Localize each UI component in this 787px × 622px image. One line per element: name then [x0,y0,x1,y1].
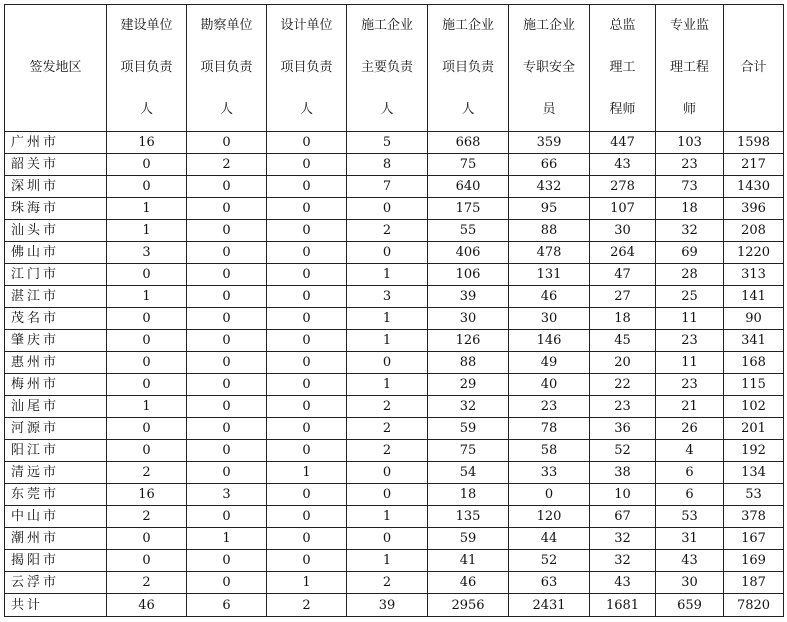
value-cell: 0 [187,176,267,198]
value-cell: 32 [590,550,656,572]
table-row [5,528,784,550]
table-row [5,198,784,220]
value-cell: 30 [428,308,509,330]
value-cell: 59 [428,418,509,440]
table-body [5,132,784,617]
value-cell: 0 [509,484,590,506]
value-cell: 21 [656,396,724,418]
column-header-line: 项目负责 [200,60,253,75]
column-header [187,5,267,132]
value-cell: 0 [267,484,347,506]
value-cell: 23 [656,154,724,176]
value-cell: 0 [107,550,187,572]
value-cell: 175 [428,198,509,220]
value-cell: 7 [347,176,428,198]
value-cell: 10 [590,484,656,506]
total-value-cell: 46 [107,594,187,617]
value-cell: 0 [267,352,347,374]
table-row [5,484,784,506]
value-cell: 45 [590,330,656,352]
column-header-line: 理工 [609,60,636,75]
column-header [107,5,187,132]
value-cell: 447 [590,132,656,154]
value-cell: 0 [187,418,267,440]
value-cell: 0 [187,374,267,396]
value-cell: 201 [724,418,784,440]
value-cell: 41 [428,550,509,572]
value-cell: 0 [267,242,347,264]
value-cell: 59 [428,528,509,550]
value-cell: 1 [267,462,347,484]
value-cell: 23 [590,396,656,418]
region-cell: 云浮市 [5,572,107,594]
total-label: 共计 [5,594,107,617]
value-cell: 668 [428,132,509,154]
value-cell: 43 [590,154,656,176]
value-cell: 46 [509,286,590,308]
region-cell: 湛江市 [5,286,107,308]
value-cell: 6 [656,462,724,484]
value-cell: 63 [509,572,590,594]
value-cell: 0 [267,286,347,308]
value-cell: 0 [267,264,347,286]
value-cell: 0 [107,330,187,352]
value-cell: 0 [187,352,267,374]
value-cell: 0 [267,132,347,154]
column-header-line: 专职安全 [522,60,575,75]
value-cell: 1 [347,330,428,352]
value-cell: 2 [347,418,428,440]
value-cell: 78 [509,418,590,440]
value-cell: 0 [267,176,347,198]
value-cell: 23 [509,396,590,418]
value-cell: 4 [656,440,724,462]
table-row [5,330,784,352]
column-header-line: 勘察单位 [200,18,253,33]
region-cell: 茂名市 [5,308,107,330]
value-cell: 32 [428,396,509,418]
region-cell: 河源市 [5,418,107,440]
column-header-line: 项目负责 [280,60,333,75]
value-cell: 0 [187,462,267,484]
value-cell: 31 [656,528,724,550]
value-cell: 47 [590,264,656,286]
value-cell: 107 [590,198,656,220]
region-cell: 东莞市 [5,484,107,506]
value-cell: 1 [347,264,428,286]
table-row [5,154,784,176]
value-cell: 0 [187,550,267,572]
table-row [5,396,784,418]
value-cell: 43 [590,572,656,594]
value-cell: 49 [509,352,590,374]
column-header-text [187,5,266,131]
value-cell: 73 [656,176,724,198]
value-cell: 0 [187,440,267,462]
column-header [5,5,107,132]
value-cell: 134 [724,462,784,484]
value-cell: 106 [428,264,509,286]
column-header-line: 签发地区 [29,60,82,75]
column-header-line: 建设单位 [120,18,173,33]
value-cell: 20 [590,352,656,374]
value-cell: 2 [107,506,187,528]
value-cell: 23 [656,330,724,352]
value-cell: 32 [590,528,656,550]
total-value-cell: 2956 [428,594,509,617]
column-header [590,5,656,132]
value-cell: 1 [347,550,428,572]
value-cell: 478 [509,242,590,264]
column-header-line: 员 [542,102,556,117]
value-cell: 0 [187,286,267,308]
value-cell: 88 [428,352,509,374]
value-cell: 0 [267,396,347,418]
value-cell: 0 [107,374,187,396]
value-cell: 2 [347,440,428,462]
column-header-text [107,5,186,131]
value-cell: 6 [656,484,724,506]
region-cell: 肇庆市 [5,330,107,352]
column-header-text [5,5,106,131]
value-cell: 0 [187,396,267,418]
value-cell: 192 [724,440,784,462]
column-header [656,5,724,132]
value-cell: 2 [347,396,428,418]
value-cell: 66 [509,154,590,176]
value-cell: 1 [107,286,187,308]
value-cell: 18 [428,484,509,506]
value-cell: 2 [347,220,428,242]
total-value-cell: 2 [267,594,347,617]
value-cell: 38 [590,462,656,484]
column-header-line: 设计单位 [280,18,333,33]
value-cell: 53 [656,506,724,528]
value-cell: 167 [724,528,784,550]
total-value-cell: 6 [187,594,267,617]
table-row [5,572,784,594]
value-cell: 217 [724,154,784,176]
value-cell: 90 [724,308,784,330]
table-row [5,286,784,308]
value-cell: 1 [267,572,347,594]
table-container [4,4,784,617]
region-cell: 深圳市 [5,176,107,198]
value-cell: 16 [107,132,187,154]
value-cell: 1598 [724,132,784,154]
value-cell: 69 [656,242,724,264]
value-cell: 11 [656,308,724,330]
value-cell: 67 [590,506,656,528]
value-cell: 25 [656,286,724,308]
value-cell: 16 [107,484,187,506]
table-row [5,264,784,286]
value-cell: 46 [428,572,509,594]
value-cell: 1 [347,308,428,330]
total-value-cell: 1681 [590,594,656,617]
value-cell: 0 [347,462,428,484]
column-header-line: 施工企业 [441,18,494,33]
total-row [5,594,784,617]
region-cell: 江门市 [5,264,107,286]
value-cell: 359 [509,132,590,154]
column-header [347,5,428,132]
value-cell: 0 [187,572,267,594]
value-cell: 0 [187,264,267,286]
value-cell: 0 [267,506,347,528]
table-row [5,352,784,374]
column-header-line: 人 [299,102,313,117]
column-header-line: 专业监 [669,18,709,33]
value-cell: 75 [428,154,509,176]
value-cell: 0 [107,264,187,286]
value-cell: 0 [267,308,347,330]
region-cell: 韶关市 [5,154,107,176]
value-cell: 8 [347,154,428,176]
value-cell: 0 [107,418,187,440]
column-header-line: 人 [380,102,394,117]
column-header-line: 人 [461,102,475,117]
value-cell: 0 [347,242,428,264]
value-cell: 640 [428,176,509,198]
column-header-line: 主要负责 [360,60,413,75]
value-cell: 43 [656,550,724,572]
column-header-line: 施工企业 [522,18,575,33]
value-cell: 44 [509,528,590,550]
region-cell: 中山市 [5,506,107,528]
region-cell: 阳江市 [5,440,107,462]
value-cell: 0 [107,440,187,462]
value-cell: 1 [187,528,267,550]
header-row [5,5,784,132]
table-row [5,418,784,440]
total-value-cell: 2431 [509,594,590,617]
table-row [5,242,784,264]
value-cell: 0 [187,506,267,528]
value-cell: 33 [509,462,590,484]
value-cell: 378 [724,506,784,528]
value-cell: 52 [509,550,590,572]
value-cell: 0 [107,528,187,550]
column-header-line: 施工企业 [360,18,413,33]
column-header-text [590,5,655,131]
column-header-text [347,5,427,131]
value-cell: 141 [724,286,784,308]
value-cell: 0 [267,198,347,220]
column-header [509,5,590,132]
value-cell: 53 [724,484,784,506]
value-cell: 168 [724,352,784,374]
value-cell: 103 [656,132,724,154]
value-cell: 313 [724,264,784,286]
value-cell: 1 [107,220,187,242]
value-cell: 0 [267,550,347,572]
value-cell: 30 [590,220,656,242]
value-cell: 58 [509,440,590,462]
value-cell: 3 [187,484,267,506]
value-cell: 146 [509,330,590,352]
table-row [5,132,784,154]
total-value-cell: 7820 [724,594,784,617]
value-cell: 0 [267,440,347,462]
value-cell: 2 [187,154,267,176]
table-row [5,462,784,484]
value-cell: 0 [187,242,267,264]
value-cell: 396 [724,198,784,220]
value-cell: 0 [347,484,428,506]
value-cell: 2 [107,462,187,484]
table-row [5,440,784,462]
value-cell: 0 [267,154,347,176]
value-cell: 22 [590,374,656,396]
value-cell: 0 [187,330,267,352]
value-cell: 131 [509,264,590,286]
column-header-line: 合计 [740,60,767,75]
value-cell: 39 [428,286,509,308]
value-cell: 1 [107,396,187,418]
region-cell: 潮州市 [5,528,107,550]
column-header [724,5,784,132]
value-cell: 0 [107,176,187,198]
value-cell: 0 [187,198,267,220]
value-cell: 0 [347,198,428,220]
value-cell: 0 [267,374,347,396]
value-cell: 0 [187,132,267,154]
value-cell: 0 [107,154,187,176]
value-cell: 0 [267,528,347,550]
column-header-line: 总监 [609,18,636,33]
value-cell: 3 [107,242,187,264]
value-cell: 102 [724,396,784,418]
value-cell: 5 [347,132,428,154]
column-header-line: 人 [219,102,233,117]
value-cell: 208 [724,220,784,242]
value-cell: 52 [590,440,656,462]
value-cell: 0 [347,352,428,374]
value-cell: 0 [347,528,428,550]
value-cell: 36 [590,418,656,440]
value-cell: 126 [428,330,509,352]
column-header-line: 理工程 [669,60,709,75]
column-header [267,5,347,132]
total-value-cell: 659 [656,594,724,617]
total-value-cell: 39 [347,594,428,617]
value-cell: 88 [509,220,590,242]
value-cell: 0 [267,418,347,440]
value-cell: 0 [187,220,267,242]
certificate-statistics-table [4,4,784,617]
value-cell: 135 [428,506,509,528]
value-cell: 115 [724,374,784,396]
region-cell: 珠海市 [5,198,107,220]
value-cell: 29 [428,374,509,396]
value-cell: 2 [107,572,187,594]
value-cell: 187 [724,572,784,594]
value-cell: 1220 [724,242,784,264]
value-cell: 28 [656,264,724,286]
value-cell: 120 [509,506,590,528]
table-row [5,550,784,572]
value-cell: 23 [656,374,724,396]
column-header-line: 程师 [609,102,636,117]
region-cell: 揭阳市 [5,550,107,572]
value-cell: 30 [509,308,590,330]
value-cell: 1 [347,374,428,396]
value-cell: 75 [428,440,509,462]
region-cell: 梅州市 [5,374,107,396]
value-cell: 0 [107,308,187,330]
column-header-line: 项目负责 [441,60,494,75]
value-cell: 278 [590,176,656,198]
value-cell: 0 [267,330,347,352]
value-cell: 1 [107,198,187,220]
table-row [5,308,784,330]
column-header-text [428,5,508,131]
value-cell: 18 [590,308,656,330]
value-cell: 95 [509,198,590,220]
value-cell: 18 [656,198,724,220]
column-header [428,5,509,132]
column-header-line: 人 [139,102,153,117]
column-header-text [724,5,783,131]
value-cell: 30 [656,572,724,594]
value-cell: 341 [724,330,784,352]
region-cell: 佛山市 [5,242,107,264]
column-header-line: 项目负责 [120,60,173,75]
value-cell: 1430 [724,176,784,198]
value-cell: 1 [347,506,428,528]
value-cell: 0 [107,352,187,374]
column-header-text [509,5,589,131]
region-cell: 惠州市 [5,352,107,374]
value-cell: 264 [590,242,656,264]
value-cell: 40 [509,374,590,396]
table-row [5,220,784,242]
value-cell: 27 [590,286,656,308]
region-cell: 汕头市 [5,220,107,242]
table-row [5,374,784,396]
region-cell: 清远市 [5,462,107,484]
region-cell: 汕尾市 [5,396,107,418]
value-cell: 55 [428,220,509,242]
value-cell: 406 [428,242,509,264]
value-cell: 0 [187,308,267,330]
value-cell: 26 [656,418,724,440]
value-cell: 3 [347,286,428,308]
value-cell: 0 [267,220,347,242]
column-header-line: 师 [682,102,696,117]
table-row [5,176,784,198]
value-cell: 54 [428,462,509,484]
column-header-text [267,5,346,131]
value-cell: 32 [656,220,724,242]
value-cell: 432 [509,176,590,198]
table-row [5,506,784,528]
value-cell: 169 [724,550,784,572]
column-header-text [656,5,723,131]
value-cell: 11 [656,352,724,374]
region-cell: 广州市 [5,132,107,154]
value-cell: 2 [347,572,428,594]
